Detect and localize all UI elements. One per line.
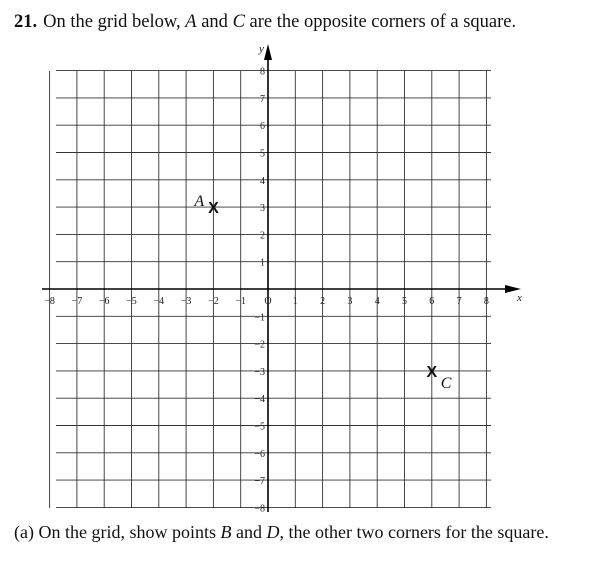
y-tick-label: 3: [260, 203, 265, 215]
point-c-name: C: [232, 12, 245, 32]
y-tick-label: 4: [260, 175, 265, 187]
point-c-label: C: [440, 374, 452, 392]
y-tick-label: −3: [254, 366, 265, 378]
x-tick-label: 4: [374, 296, 380, 307]
question-text-part: are the opposite corners of a square.: [249, 12, 517, 32]
x-tick-label: 6: [429, 296, 435, 307]
x-tick-label: −5: [126, 296, 137, 307]
x-tick-label: 8: [483, 296, 489, 307]
x-tick-label: 3: [347, 296, 353, 307]
y-tick-label: −7: [254, 476, 265, 488]
point-c-marker: X: [426, 363, 438, 381]
origin-label: O: [264, 296, 272, 307]
y-tick-label: −2: [254, 339, 265, 351]
y-tick-label: −8: [254, 503, 265, 515]
point-b-name: B: [220, 522, 232, 542]
x-tick-label: 2: [320, 296, 326, 307]
x-tick-label: −8: [44, 296, 55, 307]
question-number: 21.: [14, 12, 38, 32]
point-a-name: A: [185, 12, 197, 32]
x-tick-label: −3: [180, 296, 192, 307]
x-tick-label: 1: [292, 296, 298, 307]
tick-labels: [44, 67, 489, 515]
y-tick-label: 1: [260, 257, 265, 269]
x-tick-label: −4: [153, 296, 165, 307]
y-tick-label: −6: [254, 448, 265, 460]
y-axis-label: y: [259, 43, 264, 55]
question-text-part: and: [201, 12, 228, 32]
part-a-prefix: (a) On the grid, show points: [14, 522, 216, 542]
point-d-name: D: [266, 522, 280, 542]
y-tick-label: 5: [260, 148, 265, 160]
axes: [42, 43, 522, 515]
x-tick-label: 7: [456, 296, 462, 307]
x-axis-label: x: [517, 292, 522, 304]
question-text-part: On the grid below,: [43, 12, 181, 32]
point-a-marker: X: [208, 200, 219, 218]
y-tick-label: −5: [254, 421, 265, 433]
y-tick-label: 6: [260, 121, 265, 133]
part-a-and: and: [235, 522, 262, 542]
part-a-text: [14, 522, 549, 543]
y-tick-label: 7: [260, 93, 265, 105]
y-tick-label: 8: [260, 66, 265, 78]
y-tick-label: −1: [254, 312, 265, 324]
y-axis-arrowhead: [264, 44, 272, 60]
x-tick-label: −6: [98, 296, 110, 307]
point-a-label: A: [194, 193, 205, 211]
y-tick-label: −4: [254, 394, 265, 406]
x-tick-label: −7: [71, 296, 83, 307]
x-tick-label: −2: [208, 296, 219, 307]
y-tick-label: 2: [260, 230, 265, 242]
part-a-suffix: , the other two corners for the square.: [279, 522, 549, 542]
x-tick-label: −1: [235, 296, 247, 307]
x-tick-label: 5: [402, 296, 407, 307]
